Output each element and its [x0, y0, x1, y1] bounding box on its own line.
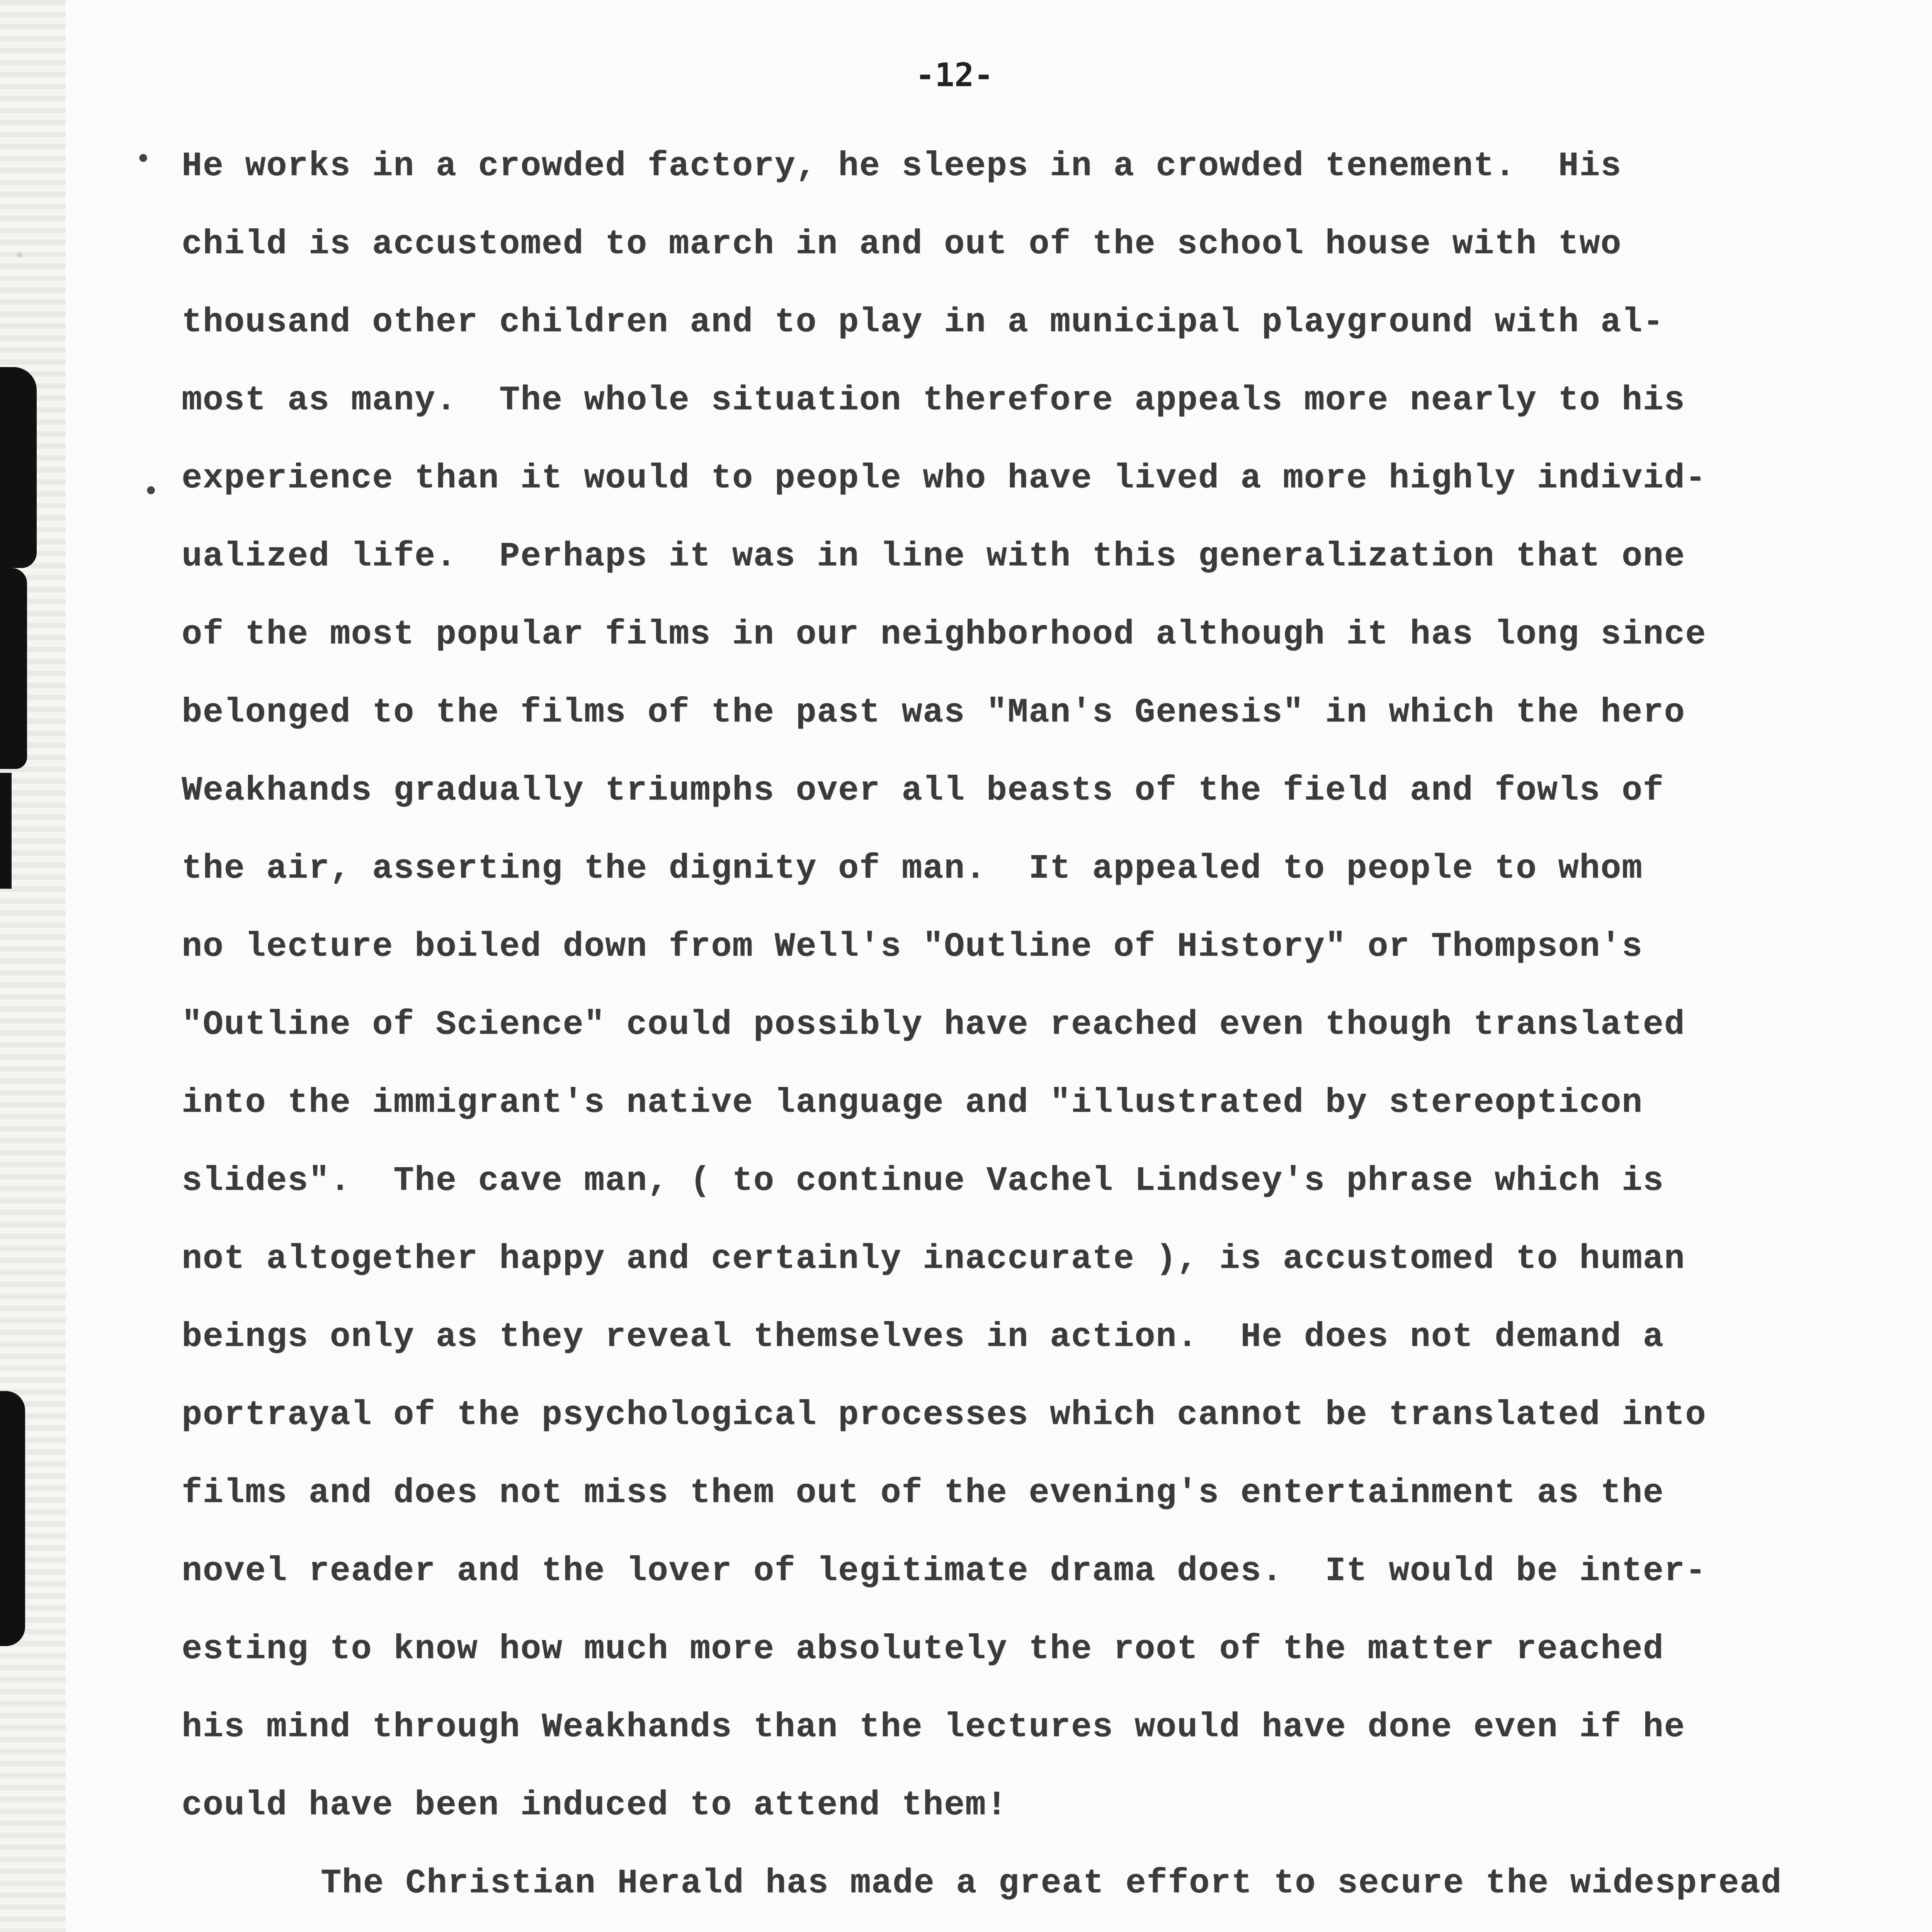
torn-edge-mark [0, 568, 27, 769]
text-line: He works in a crowded factory, he sleeps in a crowded tenement. His [182, 147, 1622, 185]
stray-mark: • [143, 475, 159, 507]
text-line: slides". The cave man, ( to continue Vachel Lindsey's phrase which is [182, 1162, 1664, 1200]
torn-edge-mark [0, 1391, 25, 1646]
text-line: his mind through Weakhands than the lectures would have done even if he [182, 1708, 1685, 1747]
text-line: child is accustomed to march in and out of the school house with two [182, 225, 1622, 264]
text-line [182, 1923, 1932, 1932]
text-line: the air, asserting the dignity of man. It appealed to people to whom [182, 850, 1643, 888]
text-line: portrayal of the psychological processes which cannot be translated into [182, 1396, 1707, 1434]
text-line: belonged to the films of the past was "Man's Genesis" in which the hero [182, 694, 1685, 732]
text-line: "Outline of Science" could possibly have reached even though translated [182, 1006, 1685, 1044]
text-line: could have been induced to attend them! [182, 1786, 1008, 1825]
page-number: -12- [915, 56, 994, 94]
torn-edge-mark [0, 367, 37, 568]
text-line: thousand other children and to play in a municipal playground with al- [182, 303, 1664, 342]
text-line: of the most popular films in our neighborhood although it has long since [182, 616, 1707, 654]
text-line: beings only as they reveal themselves in action. He does not demand a [182, 1318, 1664, 1356]
text-line: experience than it would to people who have lived a more highly individ- [182, 459, 1707, 498]
body-text [182, 128, 1932, 1932]
text-line: esting to know how much more absolutely the root of the matter reached [182, 1630, 1664, 1668]
text-line: Weakhands gradually triumphs over all beasts of the field and fowls of [182, 772, 1664, 810]
text-line: most as many. The whole situation therefore appeals more nearly to his [182, 381, 1685, 420]
text-line: The Christian Herald has made a great effort to secure the widespread [321, 1864, 1782, 1903]
text-line: ualized life. Perhaps it was in line with this generalization that one [182, 537, 1685, 576]
text-line: not altogether happy and certainly inaccurate ), is accustomed to human [182, 1240, 1685, 1278]
text-line: novel reader and the lover of legitimate drama does. It would be inter- [182, 1552, 1707, 1590]
stray-mark: • [135, 143, 151, 175]
text-line: into the immigrant's native language and "illustrated by stereopticon [182, 1084, 1643, 1122]
text-line: films and does not miss them out of the evening's entertainment as the [182, 1474, 1664, 1512]
text-line: no lecture boiled down from Well's "Outline of History" or Thompson's [182, 928, 1643, 966]
torn-edge-mark [0, 773, 12, 889]
